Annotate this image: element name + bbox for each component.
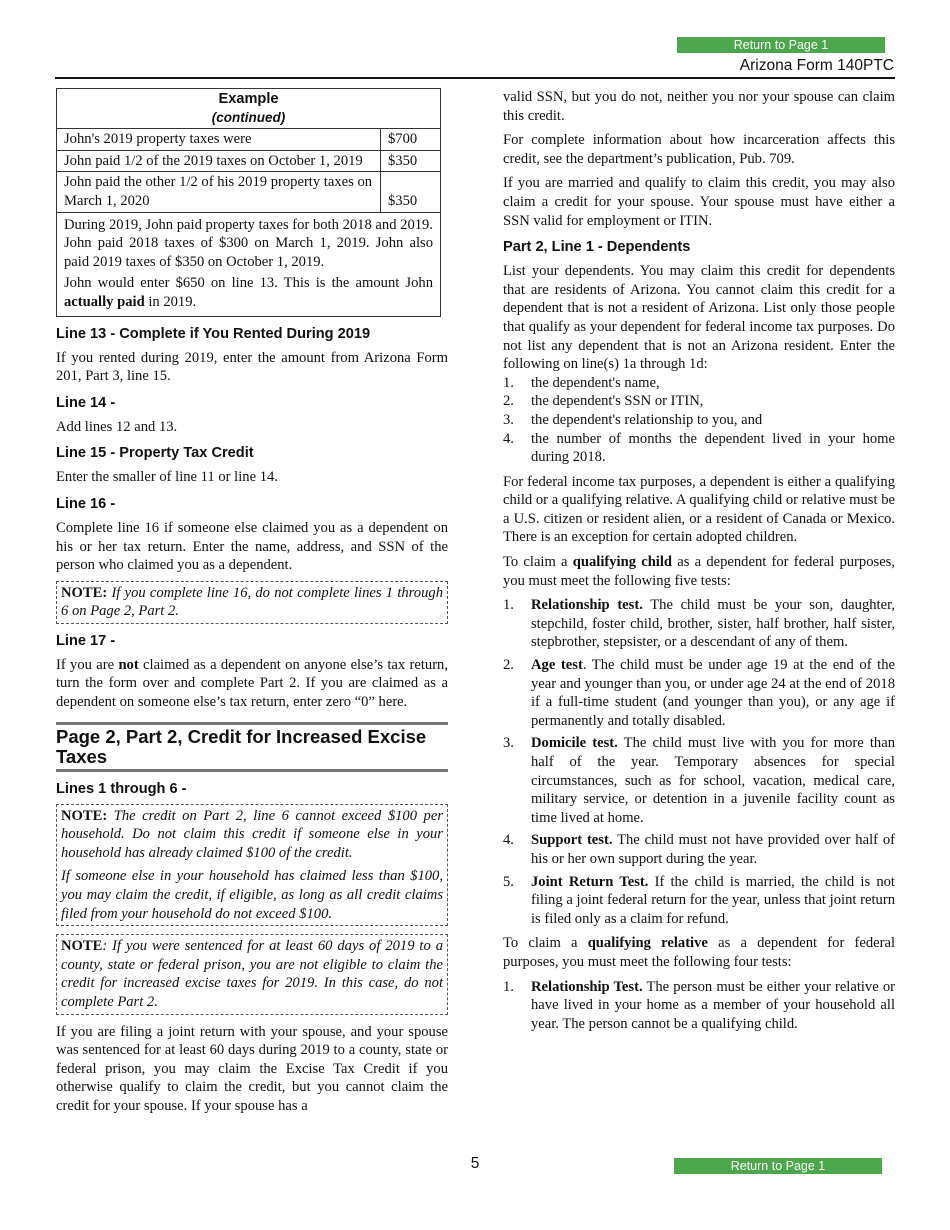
dependents-text: List your dependents. You may claim this credit for dependents that are residents of Arizona. You cannot claim this credit for a dependent that is not a resident of Arizona. List only those people that qualify as your dependent for federal income tax purposes. Do not list any dependent that is not an Arizona resident. Enter the following on line(s) 1a through 1d: [503,263,895,373]
list-number: 3. [503,411,514,428]
test-title: Joint Return Test. [531,873,649,890]
joint-return-text: If you are filing a joint return with your spouse, and your spouse was sentenced for at least 60 days during 2019 to a county, state or federal prison, you may claim the Excise Tax Credit if you otherwise qualify to claim the credit, but you cannot claim the credit for your spouse. If your spouse has a [56,1023,448,1114]
list-text: the dependent's name, [531,374,660,391]
bold-text: actually paid [64,293,145,310]
return-to-page-1-button-bottom[interactable]: Return to Page 1 [674,1158,882,1174]
list-number: 1. [503,374,514,391]
list-number: 3. [503,735,514,752]
list-item [503,873,895,929]
list-item [503,831,895,868]
text-span: claimed as a dependent on anyone else’s tax return, turn the form over and complete Part 2. If you are claimed as a dependent on someone else’s tax return, enter zero “0” here. [56,656,448,711]
line15-text: Enter the smaller of line 11 or line 14. [56,469,278,486]
note-label: NOTE [61,938,103,955]
line17-text [56,656,448,712]
text-span: in 2019. [144,293,197,310]
page-number: 5 [470,1155,480,1172]
text-span: as a dependent for federal purposes, you must meet the following five tests: [503,554,895,589]
note-text: If you complete line 16, do not complete lines 1 through 6 on Page 2, Part 2. [61,584,443,620]
list-item [503,596,895,652]
note-text: The credit on Part 2, line 6 cannot exceed $100 per household. Do not claim this credit if someone else in your household has already claimed $100 of the credit. [61,807,443,861]
list-text: . The child must be under age 19 at the end of the year and younger than you, or under age 24 at the end of 2018 if a full-time student (and younger than you), or any age if permanently and totally disabled. [531,657,896,729]
list-number: 4. [503,832,514,849]
list-item [503,734,895,827]
table-row [57,172,441,212]
line13-heading: Line 13 - Complete if You Rented During 2019 [56,325,371,342]
married-text: If you are married and qualify to claim this credit, you may also claim a credit for your spouse. Your spouse must have either a SSN valid for employment or ITIN. [503,175,895,229]
qualifying-child-tests [503,596,895,928]
example-narrative [57,212,441,316]
text-span: To claim a [503,554,573,571]
table-row [57,150,441,172]
list-text: The child must not have provided over half of his or her own support during the year. [531,832,895,867]
list-item [503,978,895,1034]
qualifying-child-intro [503,553,895,590]
continued-text: valid SSN, but you do not, neither you nor your spouse can claim this credit. [503,89,895,124]
note-label: NOTE: [61,807,108,824]
line15-heading: Line 15 - Property Tax Credit [56,445,254,462]
list-number: 1. [503,978,514,995]
form-title: Arizona Form 140PTC [739,57,894,74]
example-narrative-2 [64,274,433,311]
table-cell: John paid 1/2 of the 2019 taxes on October 1, 2019 [57,150,381,172]
line16-heading: Line 16 - [56,495,116,512]
text-span: as a dependent for federal purposes, you must meet the following four tests: [503,935,896,970]
note-text: : If you were sentenced for at least 60 days of 2019 to a county, state or federal prison, you are not eligible to claim the credit for increased excise taxes for 2019. In this case, do not complete Part 2. [61,938,443,1010]
table-cell: John paid the other 1/2 of his 2019 property taxes on March 1, 2020 [57,172,381,212]
line17-heading: Line 17 - [56,632,116,649]
list-item [503,392,895,411]
list-number: 2. [503,657,514,674]
note-label: NOTE: [61,584,108,601]
line13-text: If you rented during 2019, enter the amount from Arizona Form 201, Part 3, line 15. [56,349,448,385]
bold-text: qualifying relative [587,935,708,952]
list-text: the dependent's SSN or ITIN, [531,393,704,410]
test-title: Support test. [531,832,613,849]
list-item [503,656,895,730]
list-text: The person must be either your relative or have lived in your home as a member of your household all year. The person cannot be a qualifying child. [531,978,895,1032]
qualifying-relative-tests [503,978,895,1034]
list-number: 2. [503,393,514,410]
part2-heading: Page 2, Part 2, Credit for Increased Excise Taxes [56,722,448,772]
note-credit-limit [56,804,448,927]
left-column [56,88,448,1122]
table-cell-amount: $350 [381,172,441,212]
bold-text: not [118,656,139,673]
incarceration-text: For complete information about how incarceration affects this credit, see the department’s publication, Pub. 709. [503,132,895,167]
list-item [503,411,895,430]
text-span: To claim a [503,935,588,952]
example-narrative-1: During 2019, John paid property taxes for both 2018 and 2019. John paid 2018 taxes of $300 on March 1, 2019. John also paid 2019 taxes of $350 on October 1, 2019. [64,216,433,270]
right-column [503,88,895,1039]
list-text: the dependent's relationship to you, and [531,411,763,428]
example-subtitle: (continued) [211,109,286,125]
list-number: 4. [503,430,514,447]
bold-text: qualifying child [572,554,673,571]
table-cell-amount: $350 [381,150,441,172]
header-rule [55,77,895,79]
list-text: The child must live with you for more than half of the year. Temporary absences for special circumstances, such as for school, vacation, medical care, military service, or detention in a juvenile facility count as time lived at home. [531,735,895,826]
list-item [503,430,895,467]
text-span: If you are [56,656,119,673]
example-title: Example [218,91,279,107]
federal-dependent-text: For federal income tax purposes, a dependent is either a qualifying child or a qualifying relative. A qualifying child or relative must be a U.S. citizen or resident alien, or a resident of Canada or Mexico. There is an exception for certain adopted children. [503,473,895,546]
test-title: Domicile test. [531,735,618,752]
test-title: Relationship test. [531,597,643,614]
table-cell: John's 2019 property taxes were [57,129,381,151]
lines1-6-heading: Lines 1 through 6 - [56,780,187,797]
return-to-page-1-button[interactable]: Return to Page 1 [677,37,885,53]
example-table-header [57,89,441,129]
list-number: 5. [503,873,514,890]
text-span: John would enter $650 on line 13. This is the amount John [64,275,433,292]
note-paragraph [61,807,443,863]
table-row [57,129,441,151]
list-text: The child must be your son, daughter, stepchild, foster child, brother, sister, half brother, half sister, stepbrother, stepsister, or a descendant of any of them. [531,597,895,651]
list-item [503,374,895,393]
list-text: If the child is married, the child is not filing a joint federal return for the year, unless that joint return is filed only as a claim for refund. [531,873,895,927]
note-prison [56,934,448,1014]
note-paragraph: If someone else in your household has claimed less than $100, you may claim the credit, if eligible, as long as all credit claims filed from your household do not exceed $100. [61,868,443,922]
list-number: 1. [503,597,514,614]
dependents-heading: Part 2, Line 1 - Dependents [503,239,691,256]
list-text: the number of months the dependent lived in your home during 2018. [531,430,895,466]
note-line16 [56,581,448,624]
test-title: Age test [531,657,583,674]
test-title: Relationship Test. [531,978,643,995]
line14-heading: Line 14 - [56,394,116,411]
note-paragraph [61,584,443,621]
line16-text: Complete line 16 if someone else claimed you as a dependent on his or her tax return. Enter the name, address, and SSN of the person who claimed you as a dependent. [56,519,448,574]
qualifying-relative-intro [503,934,895,971]
table-cell-amount: $700 [381,129,441,151]
line14-text: Add lines 12 and 13. [56,418,178,435]
dependents-list [503,374,895,467]
example-table [56,88,441,317]
note-paragraph [61,937,443,1011]
